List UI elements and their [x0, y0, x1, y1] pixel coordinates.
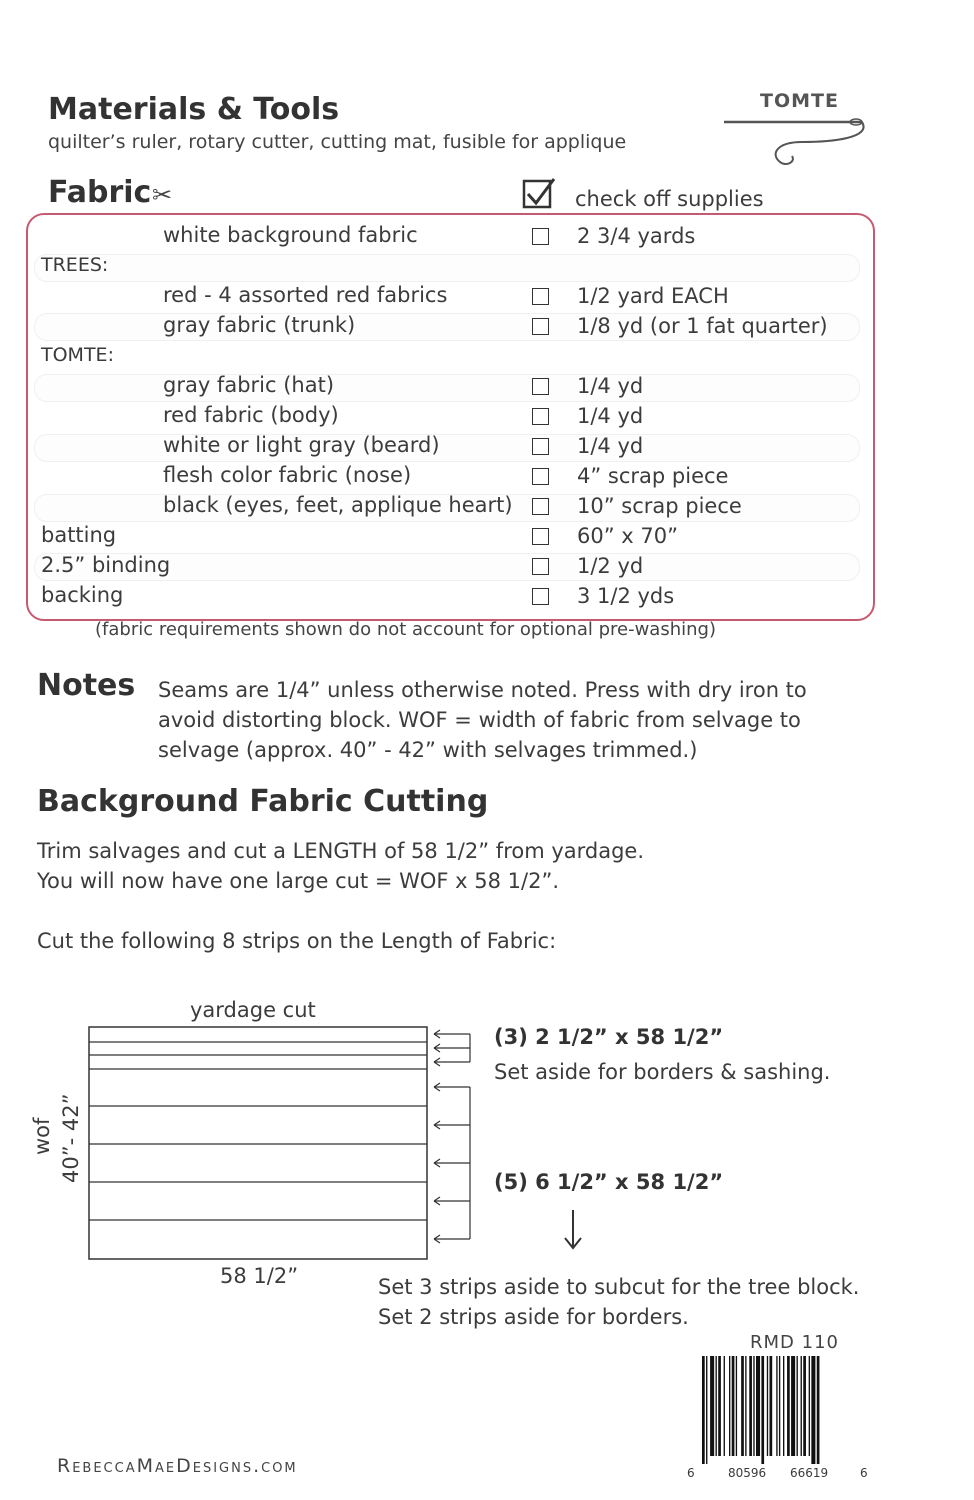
barcode-bar [710, 1356, 714, 1456]
cutting-title: Background Fabric Cutting [37, 784, 489, 819]
website-link[interactable]: RebeccaMaeDesigns.com [57, 1455, 298, 1477]
supply-checkbox[interactable] [532, 468, 549, 485]
logo-text: TOMTE [760, 90, 839, 112]
barcode-bar [791, 1356, 795, 1456]
sku-label: RMD 110 [750, 1332, 839, 1353]
row-qty: 1/4 yd [577, 434, 644, 458]
row-label: 2.5” binding [41, 553, 171, 577]
row-stripe [34, 434, 860, 462]
barcode-bar [787, 1356, 790, 1456]
group2-note: Set 2 strips aside for borders. [378, 1305, 689, 1329]
row-qty: 1/8 yd (or 1 fat quarter) [577, 314, 828, 338]
supply-checkbox[interactable] [532, 378, 549, 395]
barcode [700, 1356, 860, 1464]
big-check-icon [522, 177, 558, 211]
row-qty: 10” scrap piece [577, 494, 742, 518]
barcode-bar [767, 1356, 768, 1456]
check-off-label: check off supplies [575, 187, 764, 211]
supply-checkbox[interactable] [532, 228, 549, 245]
row-label: white background fabric [163, 223, 418, 247]
materials-title: Materials & Tools [48, 92, 340, 127]
needle-thread-icon [722, 112, 872, 172]
barcode-bar [749, 1356, 752, 1456]
row-stripe [34, 374, 860, 402]
barcode-digits: 80596 [728, 1466, 767, 1480]
row-label: red fabric (body) [163, 403, 339, 427]
barcode-bar [745, 1356, 746, 1456]
row-label: black (eyes, feet, applique heart) [163, 493, 513, 517]
barcode-bar [702, 1356, 705, 1464]
row-label: gray fabric (hat) [163, 373, 335, 397]
supply-checkbox[interactable] [532, 318, 549, 335]
supply-checkbox[interactable] [532, 558, 549, 575]
barcode-bar [783, 1356, 784, 1456]
cutting-paragraph: Trim salvages and cut a LENGTH of 58 1/2” from yardage. [37, 839, 645, 863]
down-arrow-icon [562, 1208, 584, 1250]
barcode-bar [776, 1356, 777, 1456]
notes-line: Seams are 1/4” unless otherwise noted. Press with dry iron to [158, 678, 807, 702]
row-qty: 1/2 yd [577, 554, 644, 578]
fabric-footnote: (fabric requirements shown do not account for optional pre-washing) [95, 619, 716, 640]
cutting-paragraph: You will now have one large cut = WOF x 58 1/2”. [37, 869, 560, 893]
diagram-side-label-wof: wof [30, 1117, 54, 1155]
fabric-title: Fabric [48, 175, 152, 210]
barcode-digits: 66619 [790, 1466, 829, 1480]
cutting-paragraph: Cut the following 8 strips on the Length of Fabric: [37, 929, 557, 953]
row-qty: 1/2 yard EACH [577, 284, 729, 308]
row-stripe [34, 254, 860, 282]
barcode-bar [779, 1356, 780, 1456]
barcode-bar [718, 1356, 721, 1456]
row-qty: 60” x 70” [577, 524, 678, 548]
scissors-icon: ✂ [152, 181, 173, 209]
barcode-bar [761, 1356, 764, 1464]
group2-note: Set 3 strips aside to subcut for the tree block. [378, 1275, 860, 1299]
barcode-bar [732, 1356, 735, 1456]
supply-checkbox[interactable] [532, 588, 549, 605]
barcode-bar [803, 1356, 806, 1456]
row-qty: 1/4 yd [577, 374, 644, 398]
row-label: flesh color fabric (nose) [163, 463, 412, 487]
notes-title: Notes [37, 668, 136, 703]
barcode-bars [700, 1356, 860, 1464]
row-qty: 4” scrap piece [577, 464, 729, 488]
section-label: TREES: [41, 254, 109, 276]
group1-title: (3) 2 1/2” x 58 1/2” [494, 1025, 724, 1049]
supply-checkbox[interactable] [532, 408, 549, 425]
row-label: backing [41, 583, 124, 607]
barcode-bar [817, 1356, 820, 1464]
row-qty: 1/4 yd [577, 404, 644, 428]
supply-checkbox[interactable] [532, 288, 549, 305]
barcode-bar [770, 1356, 773, 1456]
barcode-bar [809, 1356, 810, 1456]
notes-line: avoid distorting block. WOF = width of fabric from selvage to [158, 708, 801, 732]
barcode-bar [741, 1356, 744, 1456]
barcode-bar [753, 1356, 754, 1456]
barcode-bar [801, 1356, 802, 1456]
barcode-bar [797, 1356, 798, 1456]
barcode-bar [729, 1356, 730, 1456]
group2-title: (5) 6 1/2” x 58 1/2” [494, 1170, 724, 1194]
barcode-bar [716, 1356, 717, 1456]
supply-checkbox[interactable] [532, 498, 549, 515]
row-qty: 2 3/4 yards [577, 224, 696, 248]
supply-checkbox[interactable] [532, 438, 549, 455]
barcode-bar [736, 1356, 737, 1456]
row-label: white or light gray (beard) [163, 433, 440, 457]
row-label: batting [41, 523, 117, 547]
diagram-top-label: yardage cut [190, 998, 316, 1022]
row-label: gray fabric (trunk) [163, 313, 356, 337]
barcode-bar [756, 1356, 760, 1456]
group1-note: Set aside for borders & sashing. [494, 1060, 831, 1084]
barcode-digit: 6 [687, 1466, 695, 1480]
notes-line: selvage (approx. 40” - 42” with selvages trimmed.) [158, 738, 698, 762]
materials-subtitle: quilter’s ruler, rotary cutter, cutting mat, fusible for applique [48, 131, 627, 153]
row-qty: 3 1/2 yds [577, 584, 675, 608]
barcode-bar [706, 1356, 707, 1464]
row-label: red - 4 assorted red fabrics [163, 283, 448, 307]
section-label: TOMTE: [41, 344, 114, 366]
diagram-bottom-label: 58 1/2” [220, 1264, 299, 1288]
yardage-diagram [30, 1020, 480, 1265]
barcode-bar [811, 1356, 815, 1464]
barcode-bar [724, 1356, 725, 1456]
diagram-side-label-range: 40”- 42” [59, 1093, 83, 1183]
supply-checkbox[interactable] [532, 528, 549, 545]
barcode-digit: 6 [860, 1466, 868, 1480]
